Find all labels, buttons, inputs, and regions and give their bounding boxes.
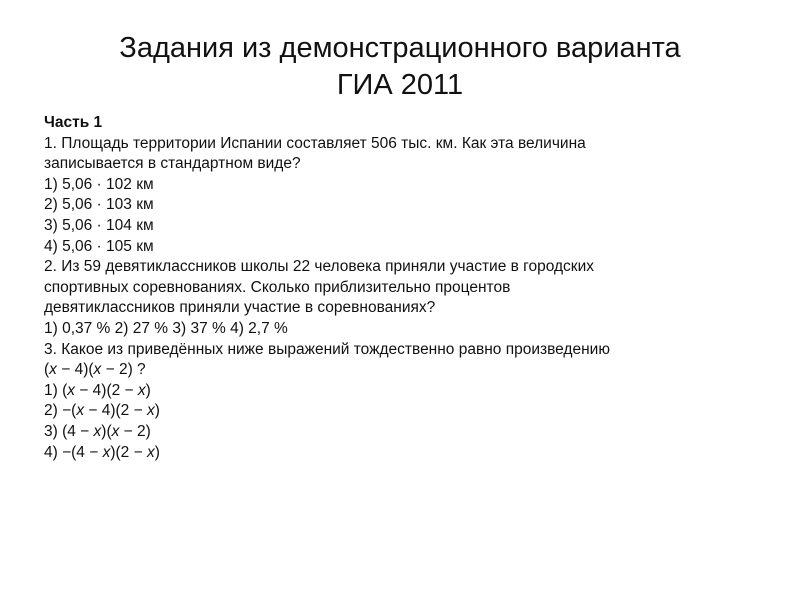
expr-tail: − 2) ? [101, 361, 146, 379]
option-prefix: 2) −( [44, 402, 77, 420]
option-var-x1: x [67, 381, 75, 399]
option-prefix: 3) (4 − [44, 422, 94, 440]
option-prefix: 4) −(4 − [44, 443, 103, 461]
option-var-x2: x [146, 402, 155, 420]
option-var-x1: x [93, 422, 102, 440]
slide-title [0, 30, 800, 104]
task1-question-line2: записывается в стандартном виде? [44, 155, 301, 173]
option-var-x1: x [76, 402, 85, 420]
option-mid: − 4)(2 − [84, 402, 147, 420]
task1-question-line1: 1. Площадь территории Испании составляет 506 тыс. км. Как эта величина [44, 134, 586, 152]
task2-question-line1: 2. Из 59 девятиклассников школы 22 человека приняли участие в городских [44, 258, 594, 276]
task1-option-2: 2) 5,06 · 103 км [44, 196, 154, 214]
expr-open: ( [44, 361, 50, 379]
task3-option-3 [44, 422, 744, 443]
slide-title-line2: ГИА 2011 [336, 69, 464, 101]
option-prefix: 1) ( [44, 381, 68, 399]
option-end: − 2) [119, 422, 151, 440]
task3-option-4 [44, 443, 744, 464]
task1-option-3: 3) 5,06 · 104 км [44, 216, 154, 234]
task3-expression [44, 360, 744, 381]
option-end: ) [154, 443, 160, 461]
task2-options: 1) 0,37 % 2) 27 % 3) 37 % 4) 2,7 % [44, 319, 288, 337]
option-end: ) [154, 402, 160, 420]
slide-title-line1: Задания из демонстрационного варианта [119, 32, 681, 64]
task2-question-line2: спортивных соревнованиях. Сколько приблизительно процентов [44, 278, 511, 296]
option-mid: − 4)(2 − [75, 381, 138, 399]
task1-option-1: 1) 5,06 · 102 км [44, 175, 154, 193]
expr-var-x2: x [93, 361, 102, 379]
task1-option-4: 4) 5,06 · 105 км [44, 237, 154, 255]
option-var-x2: x [137, 381, 146, 399]
task3-option-2 [44, 401, 744, 422]
option-var-x1: x [102, 443, 111, 461]
option-mid: )(2 − [110, 443, 147, 461]
option-mid: )( [101, 422, 112, 440]
task3-option-1 [44, 381, 744, 402]
option-var-x2: x [111, 422, 120, 440]
expr-mid: − 4)( [56, 361, 94, 379]
option-end: ) [145, 381, 151, 399]
option-var-x2: x [146, 443, 155, 461]
part-heading: Часть 1 [44, 114, 103, 131]
task-content [44, 113, 744, 463]
task2-question-line3: девятиклассников приняли участие в соревнованиях? [44, 299, 436, 317]
task3-question-line1: 3. Какое из приведённых ниже выражений тождественно равно произведению [44, 340, 610, 358]
expr-var-x1: x [49, 361, 57, 379]
